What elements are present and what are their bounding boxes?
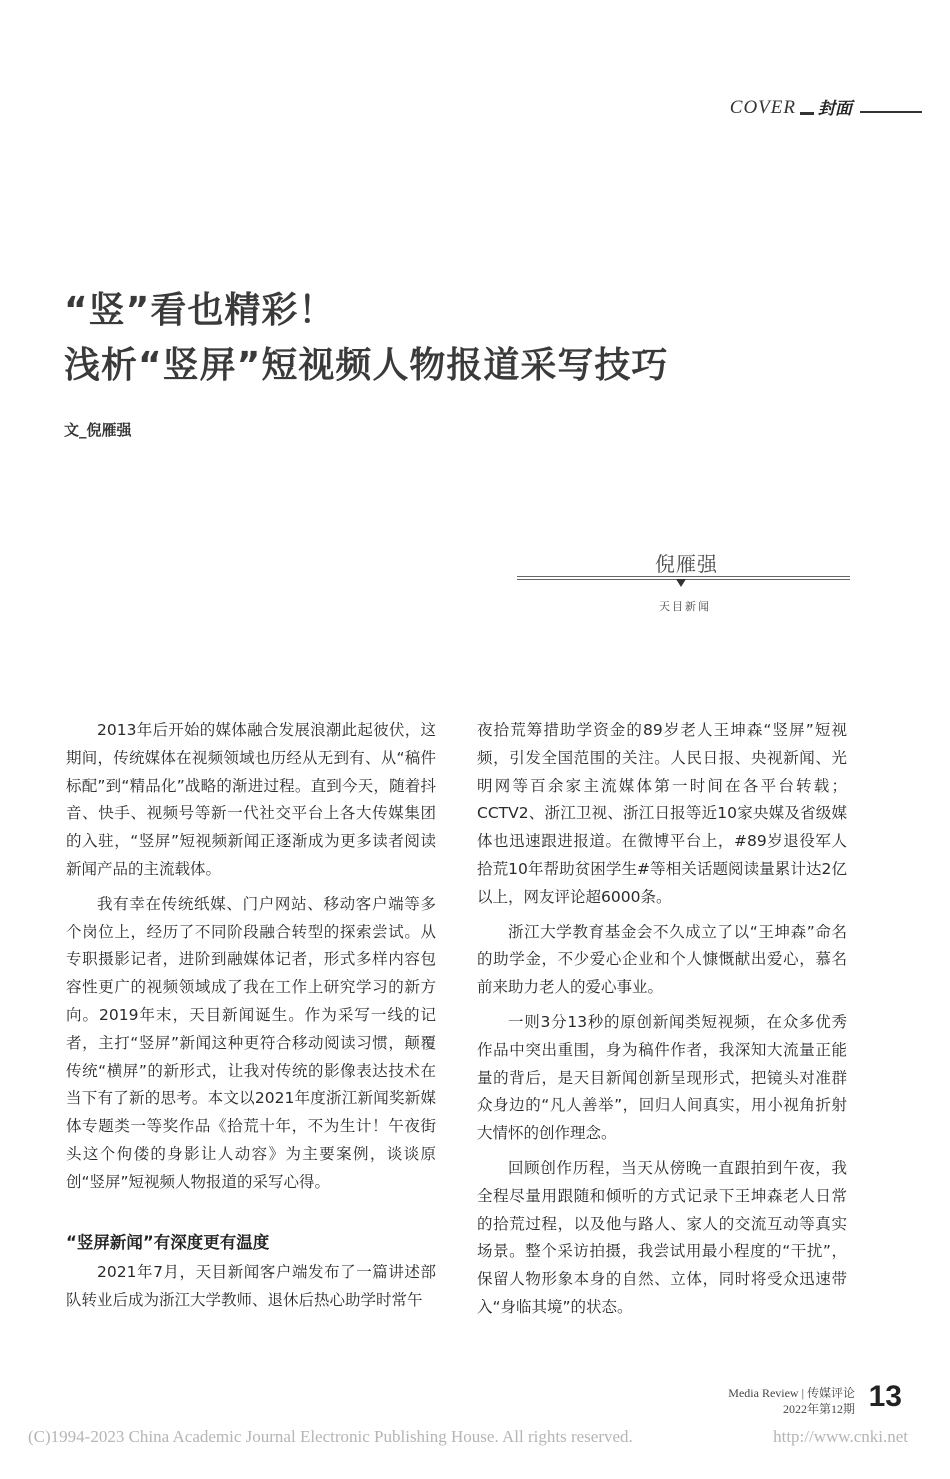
header-separator (800, 112, 814, 115)
title-line-2: 浅析“竖屏”短视频人物报道采写技巧 (64, 345, 669, 386)
copyright-text: (C)1994-2023 China Academic Journal Electronic Publishing House. All rights reserved. (28, 1427, 633, 1446)
paragraph-continued: 夜拾荒筹措助学资金的89岁老人王坤森“竖屏”短视频，引发全国范围的关注。人民日报、央视新闻、光明网等百余家主流媒体第一时间在各平台转载；CCTV2、浙江卫视、浙江日报等近10家央媒及省级媒体也迅速跟进报道。在微博平台上，#89岁退役军人拾荒10年帮助贫困学生#等相关话题阅读量累计达2亿以上，网友评论超6000条。 (477, 721, 847, 906)
byline: 文_倪雁强 (64, 421, 132, 439)
paragraph: 2021年7月，天目新闻客户端发布了一篇讲述部队转业后成为浙江大学教师、退休后热心助学时常午 (66, 1263, 436, 1310)
author-card (517, 548, 850, 618)
section-heading: “竖屏新闻”有深度更有温度 (66, 1232, 270, 1252)
paragraph: 一则3分13秒的原创新闻类短视频，在众多优秀作品中突出重围，身为稿件作者，我深知大流量正能量的背后，是天目新闻创新呈现形式，把镜头对准群众身边的“凡人善举”，回归人间真实，用小视角折射大情怀的创作理念。 (477, 1012, 847, 1143)
running-header (730, 95, 922, 119)
header-cover-label: COVER (729, 97, 796, 118)
journal-footer (728, 1385, 855, 1417)
paragraph: 我有幸在传统纸媒、门户网站、移动客户端等多个岗位上，经历了不同阶段融合转型的探索尝试。从专职摄影记者，进阶到融媒体记者，形式多样内容包容性更广的视频领域成了我在工作上研究学习的新方向。2019年末，天目新闻诞生。作为采写一线的记者，主打“竖屏”新闻这种更符合移动阅读习惯，颠覆传统“横屏”的新形式，让我对传统的影像表达技术在当下有了新的思考。本文以2021年度浙江新闻奖新媒体专题类一等奖作品《拾荒十年，不为生计！午夜街头这个佝偻的身影让人动容》为主要案例，谈谈原创“竖屏”短视频人物报道的采写心得。 (66, 894, 436, 1191)
journal-name: Media Review | 传媒评论 (728, 1386, 855, 1400)
article-title (64, 283, 668, 393)
header-rule (860, 111, 922, 113)
paragraph: 浙江大学教育基金会不久成立了以“王坤森”命名的助学金，不少爱心企业和个人慷慨献出爱心，慕名前来助力老人的爱心事业。 (477, 922, 847, 997)
author-name: 倪雁强 (655, 552, 718, 576)
header-section-label: 封面 (818, 99, 852, 119)
title-line-1: “竖”看也精彩！ (64, 290, 336, 331)
copyright-watermark (28, 1427, 908, 1447)
body-column-right (477, 717, 847, 1329)
author-organization: 天目新闻 (659, 600, 711, 613)
paragraph: 2013年后开始的媒体融合发展浪潮此起彼伏，这期间，传统媒体在视频领域也历经从无到有、从“稿件标配”到“精品化”战略的渐进过程。直到今天，随着抖音、快手、视频号等新一代社交平台上各大传媒集团的入驻，“竖屏”短视频新闻正逐渐成为更多读者阅读新闻产品的主流载体。 (66, 721, 436, 878)
paragraph: 回顾创作历程，当天从傍晚一直跟拍到午夜，我全程尽量用跟随和倾听的方式记录下王坤森老人日常的拾荒过程，以及他与路人、家人的交流互动等真实场景。整个采访拍摄，我尝试用最小程度的“干扰”，保留人物形象本身的自然、立体，同时将受众迅速带入“身临其境”的状态。 (477, 1158, 847, 1316)
triangle-down-icon (676, 579, 686, 587)
body-column-left (66, 717, 436, 1322)
cnki-url: http://www.cnki.net (773, 1427, 908, 1446)
issue-label: 2022年第12期 (782, 1402, 855, 1416)
page-number: 13 (868, 1380, 902, 1413)
